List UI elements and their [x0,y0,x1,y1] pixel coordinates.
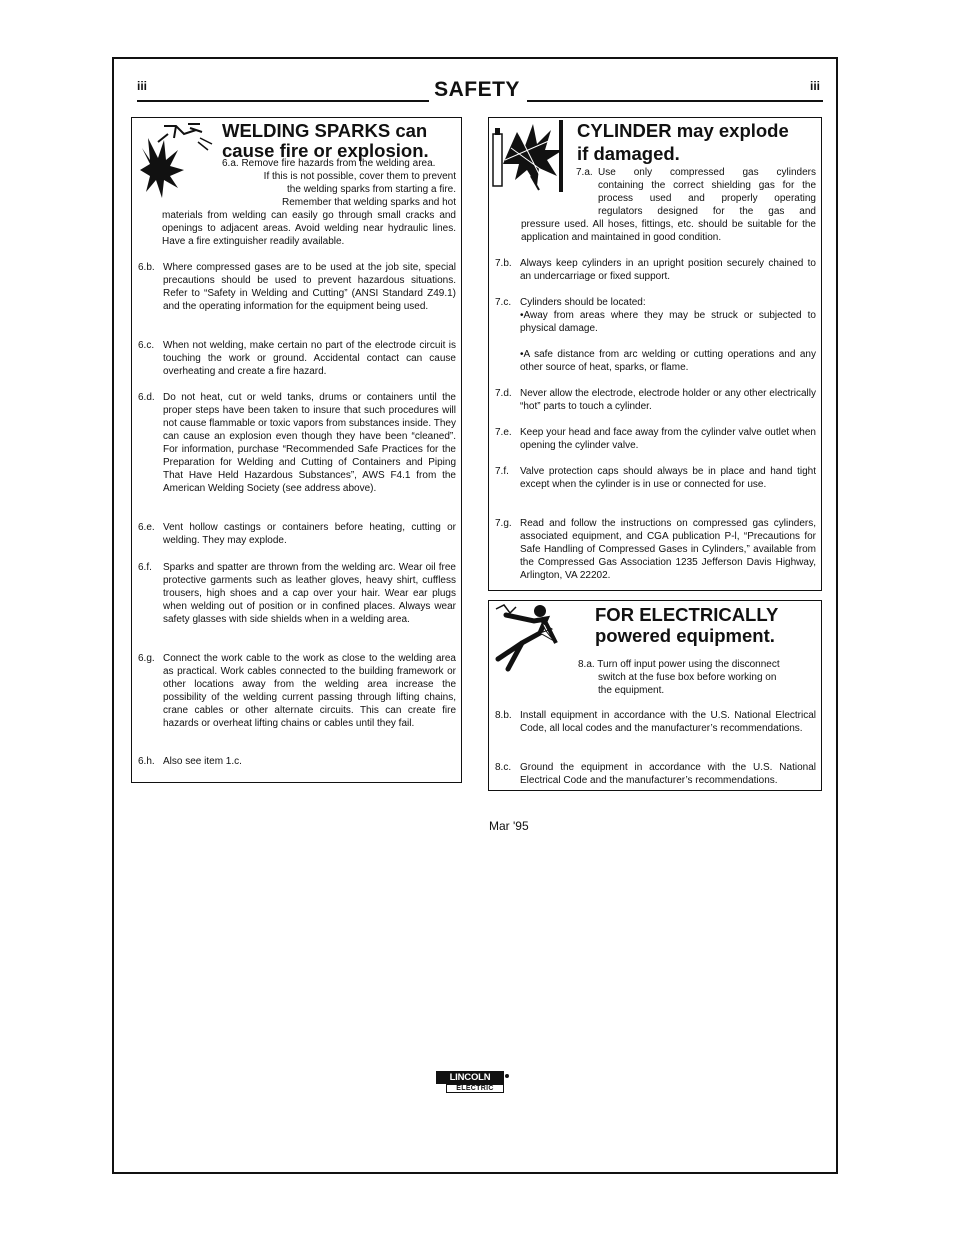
cylinder-intro-line: containing the correct shielding gas for the [598,180,816,191]
item-number: 6.h. [138,756,155,767]
item-text: Connect the work cable to the work as close to the welding area as practical. Work cables connected to the building framework or other locations away from the welding area increase the possibility of the welding current passing through lifting chains, crane cables or other alternate circuits. This can create fire hazards or overheat lifting chains or cables until they fail. [163,653,456,729]
welding-sparks-icon [138,120,218,202]
cylinder-item [495,257,816,283]
item-number: 6.g. [138,653,155,664]
item-number: 7.f. [495,466,509,477]
item-text: Read and follow the instructions on compressed gas cylinders, associated equipment, and CGA publication P-l, “Precautions for Safe Handling of Compressed Gases in Cylinders,” available from the Compressed Gas Association 1235 Jefferson Davis Highway, Arlington, VA 22202. [520,518,816,581]
item-text: Never allow the electrode, electrode holder or any other electrically “hot” parts to touch a cylinder. [520,388,816,412]
item-number: 7.e. [495,427,512,438]
welding-item [138,391,456,495]
welding-item [138,755,456,768]
item-text: Ground the equipment in accordance with the U.S. National Electrical Code and the manufacturer’s recommendations. [520,762,816,786]
cylinder-intro-line: process used and properly operating [598,193,816,204]
cylinder-item [495,387,816,413]
item-number: 6.c. [138,340,155,351]
welding-intro-rest: materials from welding can easily go through small cracks and openings to adjacent areas. Avoid welding near hydraulic lines. Have a fire extinguisher readily available. [162,210,456,247]
item-number: 7.c. [495,297,512,308]
electrical-item [495,761,816,787]
item-text: Also see item 1.c. [163,756,242,767]
item-number: 6.d. [138,392,155,403]
cylinder-intro-line: regulators designed for the gas and [598,206,816,217]
cylinder-intro-rest: pressure used. All hoses, fittings, etc. should be suitable for the application and maintained in good condition. [521,219,816,243]
cylinder-item [495,517,816,582]
welding-intro-line: If this is not possible, cover them to prevent [263,171,456,182]
welding-heading-1: WELDING SPARKS can [222,120,428,141]
page-title: SAFETY [434,78,520,101]
cylinder-heading-2: if damaged. [577,143,680,164]
cylinder-item [495,296,816,309]
cylinder-heading-1: CYLINDER may explode [577,120,789,141]
logo-dot [505,1074,509,1078]
item-text: Sparks and spatter are thrown from the welding arc. Wear oil free protective garments such as leather gloves, heavy shirt, cuffless trousers, high shoes and a cap over your hair. Wear ear plugs when welding out of position or in confined places. Always wear safety glasses with side shields when in a welding area. [163,562,456,625]
electrical-intro-line: 8.a. Turn off input power using the disconnect [578,659,780,670]
welding-intro-line: the welding sparks from starting a fire. [287,184,456,195]
item-text: Valve protection caps should always be in place and hand tight except when the cylinder is in use or connected for use. [520,466,816,490]
logo-line-2: ELECTRIC [446,1084,504,1093]
item-number: 7.d. [495,388,512,399]
welding-intro-line: 6.a. Remove fire hazards from the welding area. [222,158,436,169]
cylinder-intro-line: Use only compressed gas cylinders [598,167,816,178]
item-number: 8.c. [495,762,512,773]
item-text: •A safe distance from arc welding or cutting operations and any other source of heat, sparks, or flame. [520,349,816,373]
electrical-item [495,709,816,735]
item-number: 6.f. [138,562,152,573]
welding-heading-2: cause fire or explosion. [222,140,429,161]
page-number-left: iii [137,79,148,93]
item-text: Where compressed gases are to be used at the job site, special precautions should be used to prevent hazardous situations. Refer to “Safety in Welding and Cutting” (ANSI Standard Z49.1) and the operating information for the equipment being used. [163,262,456,312]
item-number: 7.b. [495,258,512,269]
item-number: 7.g. [495,518,512,529]
item-number: 8.b. [495,710,512,721]
welding-item [138,521,456,547]
title-rule-right [527,100,823,102]
item-text: Cylinders should be located: [520,297,646,308]
welding-item [138,561,456,626]
item-text: Do not heat, cut or weld tanks, drums or containers until the proper steps have been taken to insure that such procedures will not cause flammable or toxic vapors from substances inside. They can cause an explosion even though they have been “cleaned”. For information, purchase “Recommended Safe Practices for the Preparation for Welding and Cutting of Containers and Piping That Have Held Hazardous Substances”, AWS F4.1 from the American Welding Society (see address above). [163,392,456,494]
lincoln-electric-logo [436,1071,504,1093]
electrical-heading-2: powered equipment. [595,625,775,646]
welding-item [138,339,456,378]
cylinder-explosion-icon [491,120,571,192]
item-number: 6.e. [138,522,155,533]
item-text: Keep your head and face away from the cylinder valve outlet when opening the cylinder valve. [520,427,816,451]
item-text: When not welding, make certain no part of the electrode circuit is touching the work or ground. Accidental contact can cause overheating and create a fire hazard. [163,340,456,377]
cylinder-item [495,465,816,491]
page-number-right: iii [810,79,821,93]
item-text: Install equipment in accordance with the U.S. National Electrical Code, all local codes and the manufacturer’s recommendations. [520,710,816,734]
welding-intro-line: Remember that welding sparks and hot [282,197,456,208]
welding-item [138,261,456,313]
cylinder-item [495,348,816,374]
cylinder-item [495,426,816,452]
item-text: •Away from areas where they may be struck or subjected to physical damage. [520,310,816,334]
cylinder-item [495,309,816,335]
revision-date: Mar '95 [489,819,529,833]
electrical-intro-line: switch at the fuse box before working on [598,672,777,683]
electrical-heading-1: FOR ELECTRICALLY [595,604,779,625]
title-rule-left [137,100,429,102]
item-text: Always keep cylinders in an upright position securely chained to an undercarriage or fixed support. [520,258,816,282]
cylinder-intro-number: 7.a. [576,167,593,178]
welding-item [138,652,456,730]
electrical-intro-line: the equipment. [598,685,665,696]
item-text: Vent hollow castings or containers before heating, cutting or welding. They may explode. [163,522,456,546]
electric-shock-icon [494,603,564,677]
item-number: 6.b. [138,262,155,273]
logo-line-1: LINCOLN [436,1071,504,1084]
